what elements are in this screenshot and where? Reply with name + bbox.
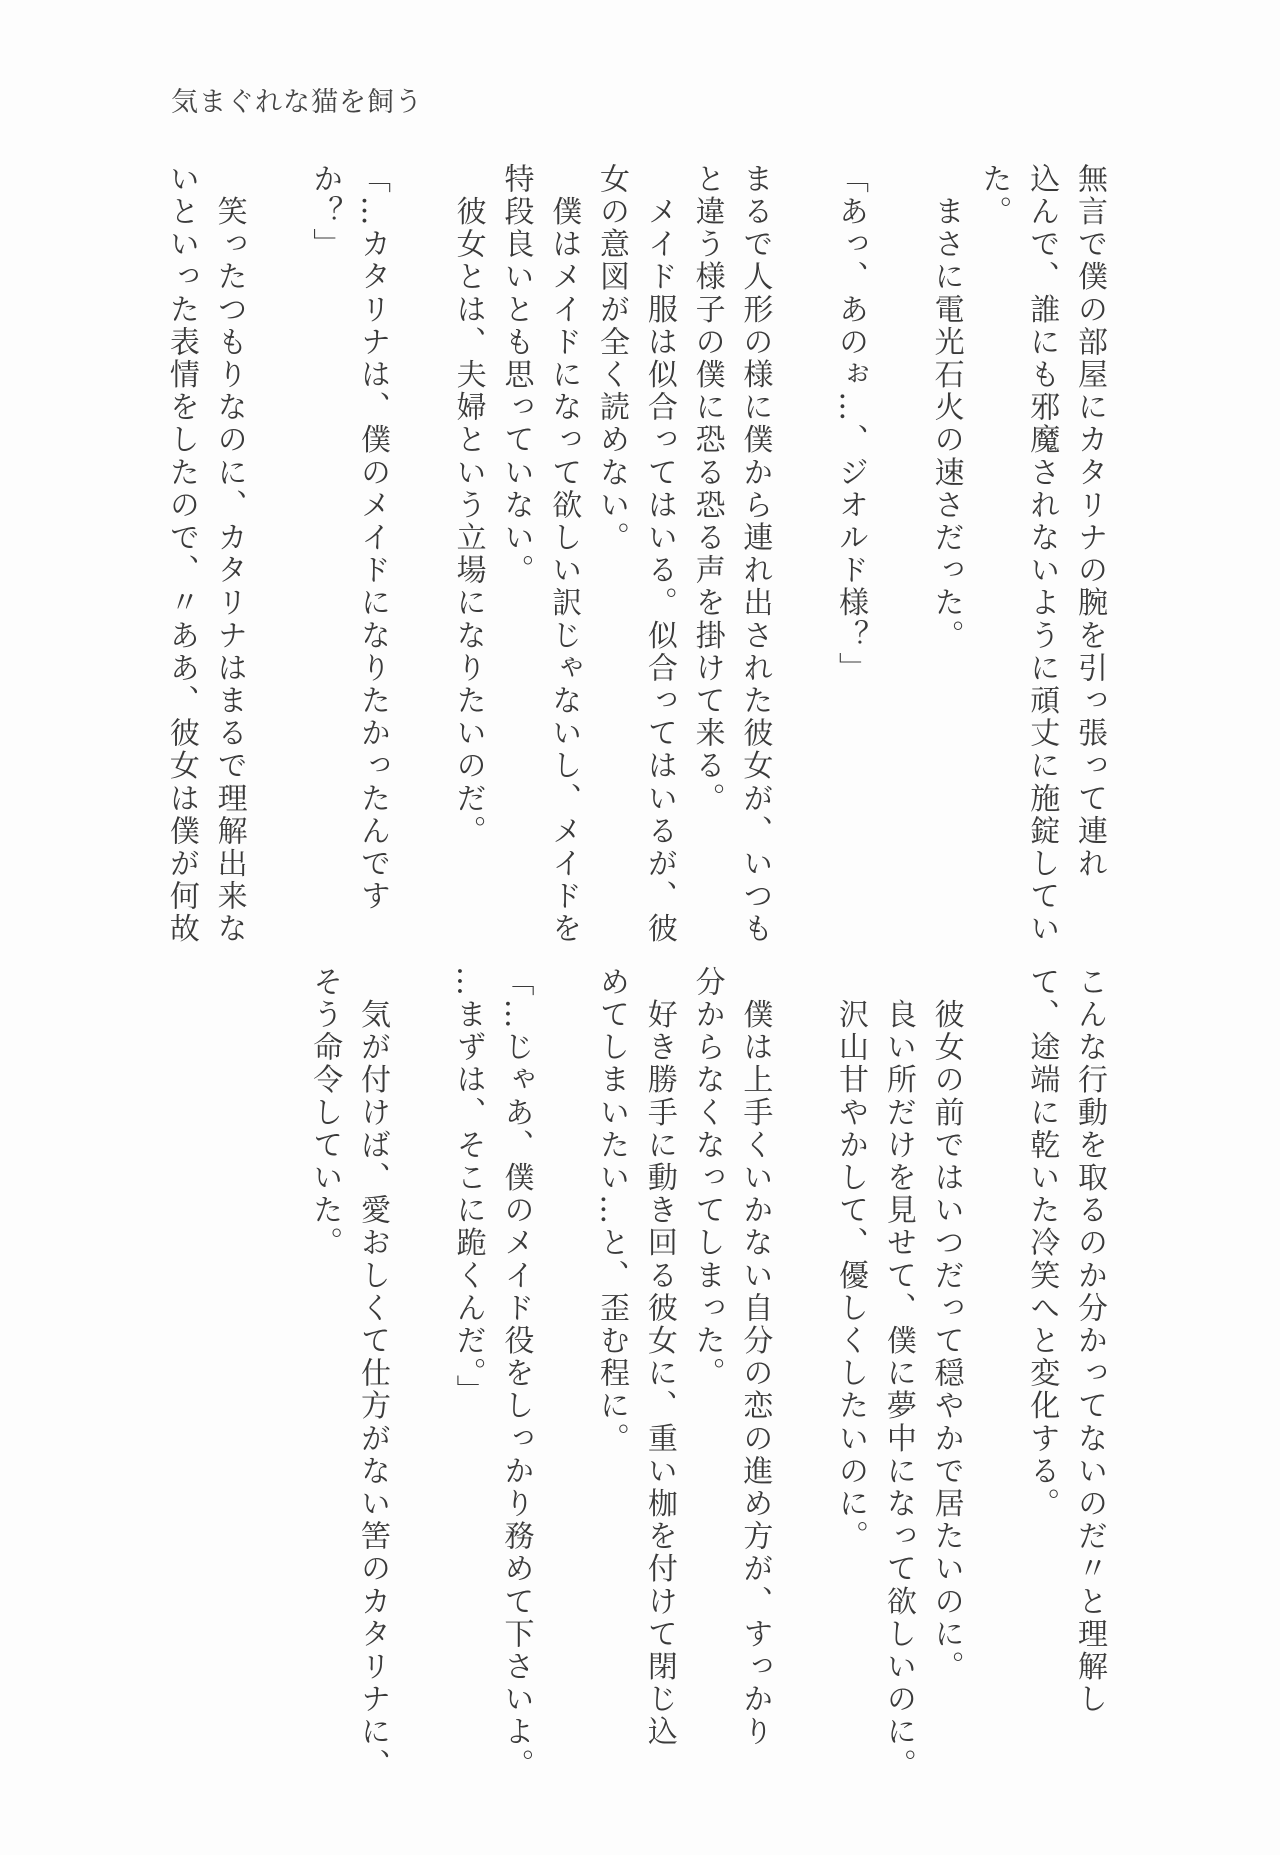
text-line: 込んで、誰にも邪魔されないように頑丈に施錠してい: [1024, 163, 1060, 946]
text-line: いといった表情をしたので、〃ああ、彼女は僕が何故: [163, 163, 199, 946]
text-line: まるで人形の様に僕から連れ出された彼女が、いつも: [737, 163, 773, 946]
text-line: [396, 163, 444, 903]
text-line: か？」: [307, 163, 343, 261]
text-line: 「あっ、あのぉ…、ジオルド様？」: [833, 163, 869, 685]
text-line: 無言で僕の部屋にカタリナの腕を引っ張って連れ: [1072, 163, 1107, 881]
text-line: 分からなくなってしまった。: [689, 966, 725, 1390]
text-line: 特段良いとも思っていない。: [498, 163, 534, 587]
text-line: [874, 163, 922, 903]
text-line: 女の意図が全く読めない。: [594, 163, 630, 555]
text-line: た。: [976, 163, 1012, 229]
text-line: 「…じゃあ、僕のメイド役をしっかり務めて下さいよ。: [498, 966, 534, 1781]
text-line: 彼女とは、夫婦という立場になりたいのだ。: [450, 163, 486, 848]
text-line: …まずは、そこに跪くんだ。」: [450, 966, 486, 1408]
text-line: [539, 966, 587, 1706]
text-line: [396, 966, 444, 1706]
text-line: [970, 966, 1018, 1706]
text-line: [778, 163, 826, 903]
text-line: と違う様子の僕に恐る恐る声を掛けて来る。: [689, 163, 725, 815]
text-line: て、途端に乾いた冷笑へと変化する。: [1024, 966, 1060, 1521]
text-line: 良い所だけを見せて、僕に夢中になって欲しいのに。: [880, 966, 916, 1781]
text-line: [778, 966, 826, 1706]
text-block-top: [157, 163, 1113, 946]
text-line: メイド服は似合ってはいる。似合ってはいるが、彼: [641, 163, 677, 946]
text-line: 好き勝手に動き回る彼女に、重い枷を付けて閉じ込: [641, 966, 677, 1749]
text-line: 僕はメイドになって欲しい訳じゃないし、メイドを: [546, 163, 582, 946]
text-line: 僕は上手くいかない自分の恋の進め方が、すっかり: [737, 966, 773, 1749]
text-line: そう命令していた。: [307, 966, 343, 1260]
text-line: 彼女の前ではいつだって穏やかで居たいのに。: [928, 966, 964, 1684]
text-line: 気が付けば、愛おしくて仕方がない筈のカタリナに、: [355, 966, 391, 1781]
text-block-bottom: [300, 966, 1113, 1781]
text-line: 「…カタリナは、僕のメイドになりたかったんです: [355, 163, 391, 913]
text-line: [253, 163, 301, 903]
text-line: まさに電光石火の速さだった。: [928, 163, 964, 652]
text-line: 沢山甘やかして、優しくしたいのに。: [833, 966, 869, 1553]
text-line: こんな行動を取るのか分かってないのだ〃と理解し: [1072, 966, 1107, 1716]
text-line: 笑ったつもりなのに、カタリナはまるで理解出来な: [211, 163, 247, 946]
text-line: めてしまいたい…と、歪む程に。: [594, 966, 630, 1455]
running-title: 気まぐれな猫を飼う: [171, 87, 423, 118]
